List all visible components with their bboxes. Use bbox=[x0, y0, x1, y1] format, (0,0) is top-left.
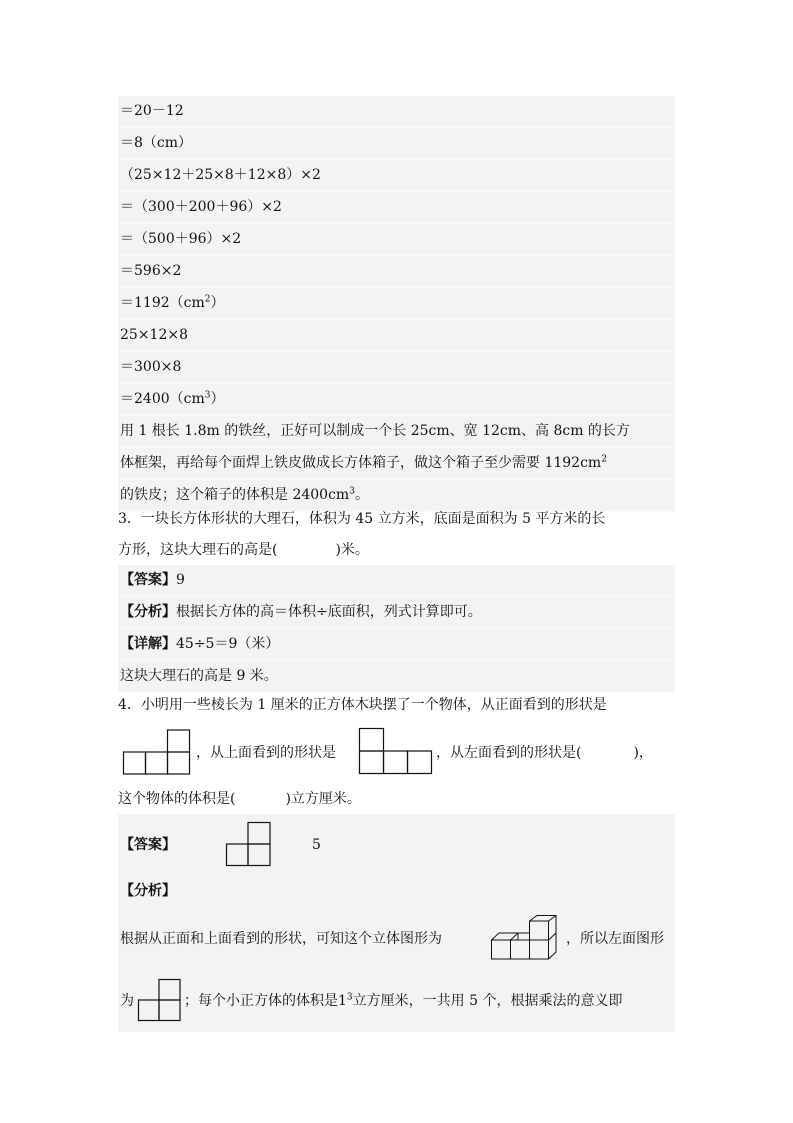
q4-text: )， bbox=[633, 745, 653, 761]
calc-line: $=1192(cm^2)$ bbox=[118, 288, 675, 320]
answer-value: 9 bbox=[176, 572, 185, 588]
conclusion-line: 用 1 根长 1.8m 的铁丝，正好可以制成一个长 25cm、宽 12cm、高 8cm 的长方 bbox=[118, 416, 675, 448]
q3-solution-block bbox=[118, 565, 675, 693]
q4-solution-block bbox=[118, 814, 675, 1032]
q4-line3 bbox=[118, 784, 675, 815]
answer-label: 【答案】 bbox=[120, 837, 176, 853]
calc-line: ＝（300＋200＋96）×2 bbox=[118, 192, 675, 224]
q4-line2-text2 bbox=[436, 738, 676, 769]
q3-line1: 3．一块长方体形状的大理石，体积为 45 立方米，底面是面积为 5 平方米的长 bbox=[118, 511, 606, 527]
calc-line: ＝（500＋96）×2 bbox=[118, 224, 675, 256]
q3-text: 方形，这块大理石的高是( bbox=[118, 542, 278, 558]
calc-line: ＝20－12 bbox=[118, 96, 675, 128]
q3-line2 bbox=[118, 535, 675, 566]
calc-line: $=2400(cm^3)$ bbox=[118, 384, 675, 416]
q4-text: ，从左面看到的形状是( bbox=[436, 745, 582, 761]
q4-analysis-line1: 根据从正面和上面看到的形状，可知这个立体图形为 bbox=[120, 931, 442, 947]
q4-answer-line bbox=[120, 831, 176, 859]
q4-line1: 4．小明用一些棱长为 1 厘米的正方体木块摆了一个物体，从正面看到的形状是 bbox=[118, 697, 607, 713]
q4-analysis-label-line bbox=[120, 876, 176, 906]
detail-label: 【详解】 bbox=[120, 636, 176, 652]
calc-line: ＝300×8 bbox=[118, 352, 675, 384]
calc-line: ＝596×2 bbox=[118, 256, 675, 288]
q4-analysis-line1-end: ，所以左面图形 bbox=[566, 931, 664, 947]
analysis-label: 【分析】 bbox=[120, 883, 176, 899]
solid-figure-3d bbox=[491, 915, 561, 961]
q4-analysis-line2: ；每个小正方体的体积是$1^3$立方厘米，一共用 5 个，根据乘法的意义即 bbox=[184, 992, 623, 1009]
solution-block bbox=[118, 96, 675, 512]
calc-line: ＝8（cm） bbox=[118, 128, 675, 160]
q3-answer-line bbox=[118, 565, 675, 597]
q3-detail-line bbox=[118, 629, 675, 661]
conclusion-line: 体框架，再给每个面焊上铁皮做成长方体箱子，做这个箱子至少需要 $1192cm^2$ bbox=[118, 448, 675, 480]
left-view-answer-figure bbox=[226, 822, 272, 866]
left-view-analysis-figure bbox=[138, 979, 182, 1021]
front-view-figure bbox=[123, 730, 191, 774]
calc-line: 25×12×8 bbox=[118, 320, 675, 352]
q4-line2-text1: ，从上面看到的形状是 bbox=[196, 745, 336, 761]
analysis-text: 根据长方体的高＝体积÷底面积，列式计算即可。 bbox=[176, 604, 482, 620]
q4-text: )立方厘米。 bbox=[285, 791, 361, 807]
q3-text: )米。 bbox=[335, 542, 369, 558]
analysis-label: 【分析】 bbox=[120, 604, 176, 620]
q3-conclusion-line: 这块大理石的高是 9 米。 bbox=[118, 661, 675, 693]
answer-value: 5 bbox=[312, 837, 321, 853]
detail-text: 45÷5＝9（米） bbox=[176, 636, 280, 652]
calc-line: （25×12＋25×8＋12×8）×2 bbox=[118, 160, 675, 192]
q4-text: 这个物体的体积是( bbox=[118, 791, 236, 807]
conclusion-line: 的铁皮；这个箱子的体积是 $2400cm^3$。 bbox=[118, 480, 675, 512]
q3-analysis-line bbox=[118, 597, 675, 629]
q4-analysis-line2-start: 为 bbox=[120, 993, 134, 1009]
answer-label: 【答案】 bbox=[120, 572, 176, 588]
top-view-figure bbox=[359, 728, 433, 774]
